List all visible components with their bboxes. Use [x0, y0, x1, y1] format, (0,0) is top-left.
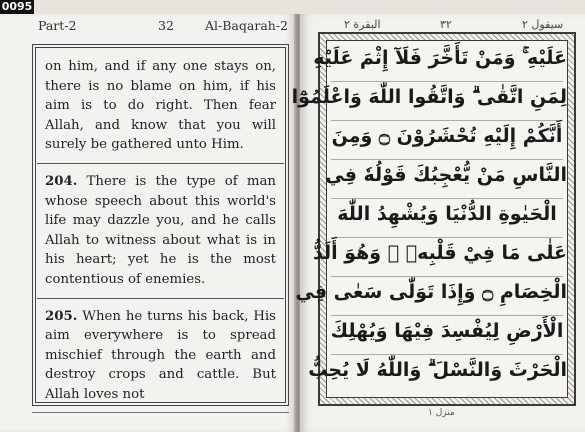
arabic-line-8: الْأَرْضِ لِيُفْسِدَ فِيْهَا وَيُهْلِكَ	[330, 320, 564, 342]
line-rule	[331, 276, 563, 277]
line-rule	[331, 198, 563, 199]
header-surah-ar: البقرة ٢	[344, 18, 381, 31]
arabic-line-7: الْخِصَامِ ۝ وَإِذَا تَوَلّٰى سَعٰى فِي	[295, 281, 567, 303]
arabic-line-4: النَّاسِ مَنْ يُّعْجِبُكَ قَوْلُهٗ فِي	[325, 164, 567, 186]
header-left-ar: سيقول ٢	[522, 18, 564, 31]
arabic-line-1: عَلَيْهِ ۚ وَمَنْ تَأَخَّرَ فَلَآ إِثْمَ عَلَيْهِ	[313, 47, 567, 69]
header-page-ar: ٣٢	[440, 18, 452, 31]
arabic-line-2: لِمَنِ اتَّقٰى ۗ وَاتَّقُوا اللّٰهَ وَاعْلَمُوْٓا	[291, 86, 567, 108]
arabic-line-3: أَنَّكُمْ إِلَيْهِ تُحْشَرُوْنَ ۝ وَمِنَ	[331, 125, 563, 147]
manzil-mark: منزل ١	[428, 408, 455, 418]
verse-number: 204.	[45, 173, 78, 189]
line-rule	[331, 237, 563, 238]
line-rule	[331, 315, 563, 316]
arabic-line-9: الْحَرْثَ وَالنَّسْلَ ۗ وَاللّٰهُ لَا يُحِبُّ	[308, 359, 567, 381]
line-rule	[331, 120, 563, 121]
header-part: Part-2	[38, 18, 77, 33]
page-badge: 0095	[1, 0, 33, 13]
translation-text	[37, 49, 284, 401]
line-rule	[331, 354, 563, 355]
left-page	[0, 14, 296, 432]
divider	[37, 298, 284, 299]
verse-number: 205.	[45, 308, 78, 324]
paragraph-continuation: on him, and if any one stays on, there is no blame on him, if his aim is to do right. Then fear Allah, and know that you will surely be gathered unto Him.	[45, 59, 276, 153]
bottom-rule	[32, 412, 289, 414]
arabic-text-panel	[291, 40, 568, 398]
arabic-line-5: الْحَيٰوةِ الدُّنْيَا وَيُشْهِدُ اللّٰهَ	[337, 203, 557, 225]
right-page	[291, 14, 585, 432]
header-surah: Al-Baqarah-2	[205, 18, 288, 33]
divider	[37, 163, 284, 164]
arabic-line-6: عَلٰى مَا فِيْ قَلْبِهٖ ۙ وَهُوَ أَلَدُّ	[312, 242, 567, 264]
verse-text: When he turns his back, His aim everywhere is to spread mischief through the earth and destroy crops and cattle. But Allah loves not	[45, 308, 276, 402]
verse-205	[45, 307, 276, 405]
verse-204	[45, 172, 276, 290]
verse-text: There is the type of man whose speech about this world's life may dazzle you, and he calls Allah to witness about what is in his heart; yet he is the most contentious of enemies.	[45, 173, 276, 287]
header-page-number: 32	[158, 18, 174, 33]
line-rule	[331, 159, 563, 160]
line-rule	[331, 81, 563, 82]
